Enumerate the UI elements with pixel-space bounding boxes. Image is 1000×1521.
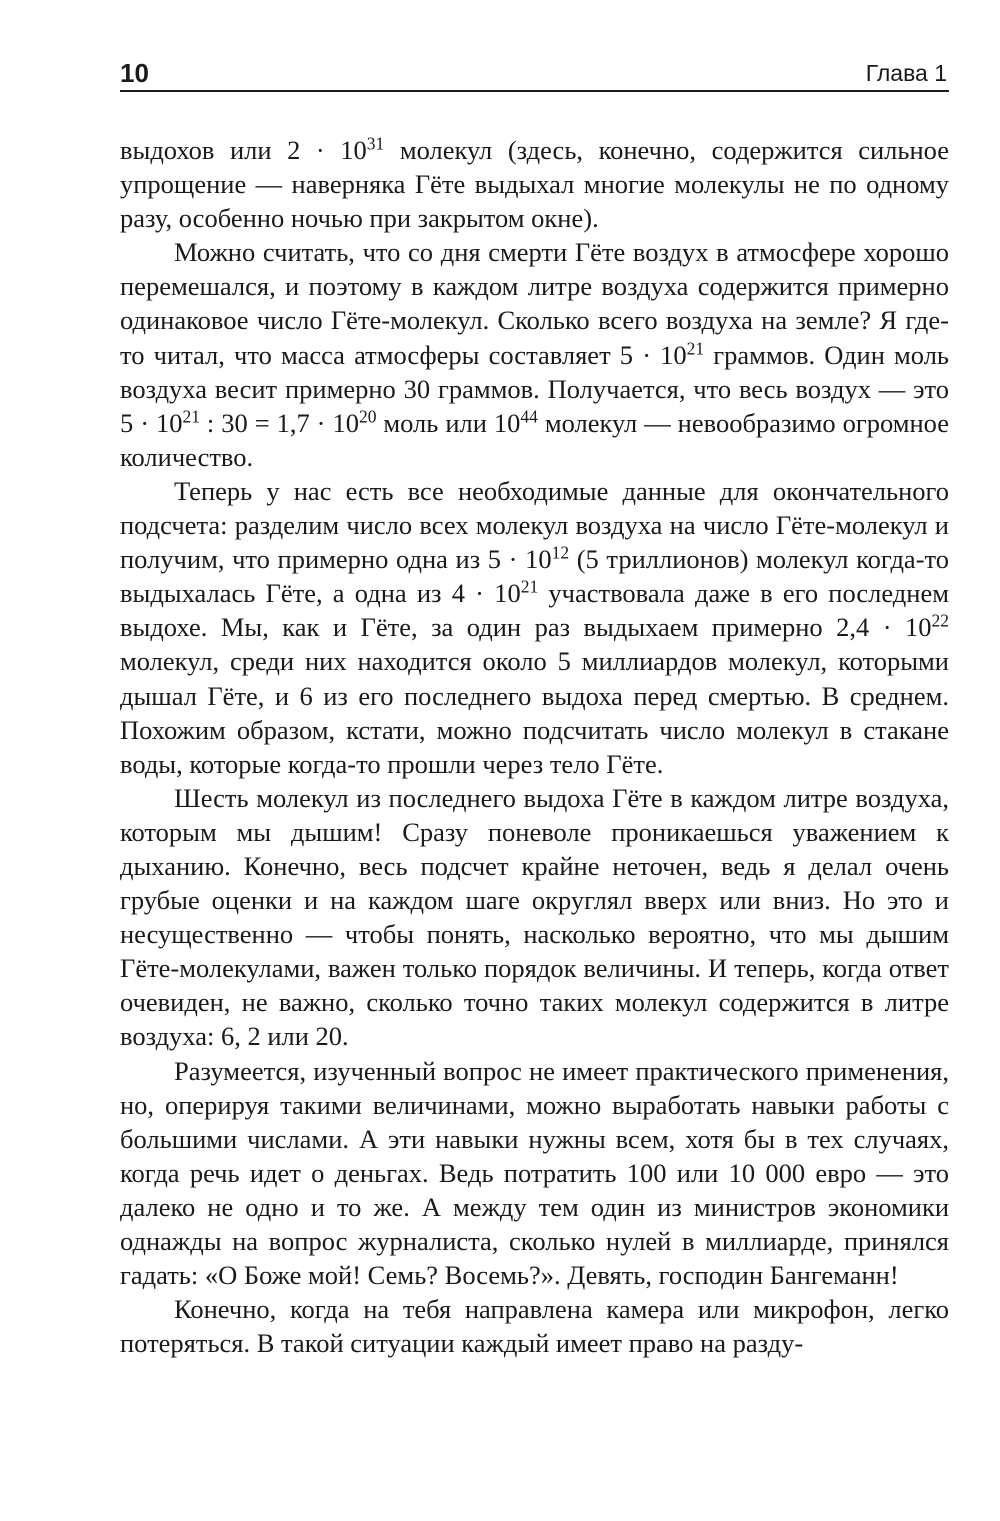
text-run: молекул — невообразимо огромное количество. [120,407,949,472]
paragraph [120,235,949,474]
text-run: граммов. Один моль воздуха весит примерно 30 граммов. Получается, что весь воздух — это 5 · 10 [120,339,950,438]
text-run: (5 триллионов) молекул когда-то выдыхалась Гёте, а одна из 4 · 10 [120,544,949,609]
exponent: 44 [520,406,538,427]
exponent: 20 [358,406,377,427]
text-run: Теперь у нас есть все необходимые данные для окончательного подсчета: разделим число всех молекул воздуха на число Гёте-молекул и получим, что примерно одна из 5 · 10 [120,475,949,575]
text-run: молекул, среди них находится около 5 миллиардов молекул, которыми дышал Гёте, и 6 из его последнего выдоха перед смертью. В среднем. Похожим образом, кстати, можно подсчитать число молекул в стакане воды, которые когда-то прошли через тело Гёте. [120,646,949,779]
paragraph [120,474,949,781]
exponent: 22 [931,610,949,631]
text-run: выдохов или 2 · 10 [120,135,367,165]
text-run: Разумеется, изученный вопрос не имеет практического применения, но, оперируя такими величинами, можно выработать навыки работы с большими числами. А эти навыки нужны всем, хотя бы в тех случаях, когда речь идет о деньгах. Ведь потратить 100 или 10 000 евро — это далеко не одно и то же. А между тем один из министров экономики однажды на вопрос журналиста, сколько нулей в миллиарде, принялся гадать: «О Боже мой! Семь? Восемь?». Девять, господин Бангеманн! [120,1055,949,1291]
text-run: Шесть молекул из последнего выдоха Гёте в каждом литре воздуха, которым мы дышим! Сразу поневоле проникаешься уважением к дыханию. Конечно, весь подсчет крайне неточен, ведь я делал очень грубые оценки и на каждом шаге округлял вверх или вниз. Но это и несущественно — чтобы понять, насколько вероятно, что мы дышим Гёте-молекулами, важен только порядок величины. И теперь, когда ответ очевиден, не важно, сколько точно таких молекул содержится в литре воздуха: 6, 2 или 20. [120,782,949,1052]
text-run: моль или 10 [376,407,521,438]
paragraph [120,781,949,1054]
text-run: : 30 = 1,7 · 10 [199,407,359,438]
body-text [120,133,949,1360]
paragraph [120,1292,949,1360]
text-run: Конечно, когда на тебя направлена камера или микрофон, легко потеряться. В такой ситуации каждый имеет право на разду- [120,1294,949,1359]
page-header [120,56,949,92]
text-run: Можно считать, что со дня смерти Гёте воздух в атмосфере хорошо перемешался, и поэтому в каждом литре воздуха содержится примерно одинаковое число Гёте-молекул. Сколько всего воздуха на земле? Я где-то читал, что масса атмосферы составляет 5 · 10 [120,237,949,370]
exponent: 21 [520,576,539,597]
text-run: участвовала даже в его последнем выдохе. Мы, как и Гёте, за один раз выдыхаем примерно 2,4 · 10 [120,578,949,643]
page-number: 10 [120,58,149,88]
exponent: 31 [366,133,385,154]
exponent: 21 [182,406,200,427]
exponent: 21 [686,337,705,358]
paragraph [120,133,949,235]
exponent: 12 [551,542,570,563]
text-run: молекул (здесь, конечно, содержится сильное упрощение — наверняка Гёте выдыхал многие молекулы не по одному разу, особенно ночью при закрытом окне). [120,135,949,234]
paragraph [120,1054,949,1293]
chapter-label: Глава 1 [865,60,947,86]
